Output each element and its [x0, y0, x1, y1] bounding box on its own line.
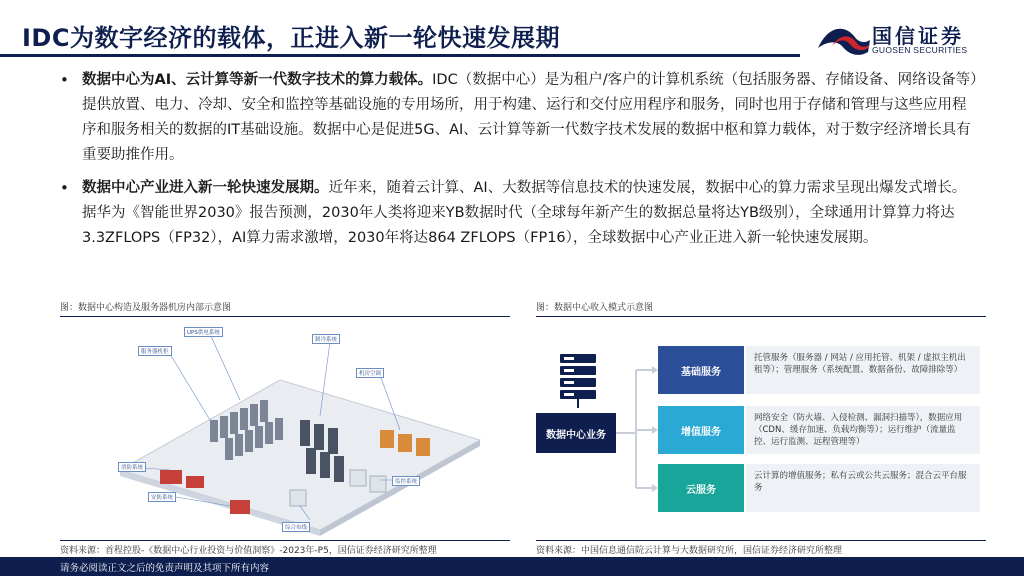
- label-ups-power: UPS供电系统: [184, 327, 223, 337]
- page-title: IDC为数字经济的载体，正进入新一轮快速发展期: [22, 24, 560, 52]
- label-cooling: 制冷系统: [312, 334, 340, 344]
- bullet-list: [60, 68, 980, 259]
- service-cloud: 云服务: [658, 464, 744, 512]
- bullet-dot: •: [60, 71, 69, 89]
- label-fire: 消防系统: [118, 462, 146, 472]
- server-stack-icon: [556, 352, 600, 408]
- label-cabling: 综合布线: [282, 522, 310, 532]
- service-basic: 基础服务: [658, 346, 744, 394]
- bullet-dot: •: [60, 179, 69, 197]
- bullet-heading: 数据中心为AI、云计算等新一代数字技术的算力载体。: [82, 72, 433, 88]
- label-monitor: 监控系统: [392, 476, 420, 486]
- right-source-rule: [536, 540, 986, 541]
- bullet-item: [60, 176, 980, 251]
- label-server-rack: 服务器机柜: [138, 346, 172, 356]
- right-figure-rule: [536, 316, 986, 317]
- left-figure-source: 资料来源：首程控股-《数据中心行业投资与价值洞察》-2023年-P5，国信证券经济研究所整理: [60, 546, 437, 556]
- bullet-text: 近年来，随着云计算、AI、大数据等信息技术的快速发展，数据中心的算力需求呈现出爆发式增长。据华为《智能世界2030》报告预测，2030年人类将迎来YB数据时代（全球每年新产生的数据总量将达YB级别），全球通用计算算力将达3.3ZFLOPS（FP32），AI算力需求激增，2030年将达864 ZFLOPS（FP16），全球数据中心产业正进入新一轮快速发展期。: [82, 180, 967, 246]
- bullet-text: IDC（数据中心）是为租户/客户的计算机系统（包括服务器、存储设备、网络设备等）提供放置、电力、冷却、安全和监控等基础设施的专用场所，用于构建、运行和交付应用程序和服务，同时也用于存储和管理与这些应用程序和服务相关的数据的IT基础设施。数据中心是促进5G、AI、云计算等新一代数字技术发展的数据中枢和算力载体，对于数字经济增长具有重要助推作用。: [82, 72, 978, 163]
- label-aircon: 机房空调: [356, 368, 384, 378]
- center-business-box: 数据中心业务: [536, 413, 616, 453]
- connector-lines: [616, 360, 660, 500]
- label-security: 安防系统: [148, 492, 176, 502]
- footer-disclaimer: 请务必阅读正文之后的免责声明及其项下所有内容: [60, 563, 270, 574]
- logo-name: 国信证券: [872, 24, 964, 48]
- bullet-heading: 数据中心产业进入新一轮快速发展期。: [82, 180, 329, 196]
- service-value-added: 增值服务: [658, 406, 744, 454]
- service-basic-desc: 托管服务（服务器 / 网站 / 应用托管、机架 / 虚拟主机出租等）；管理服务（系统配置、数据备份、故障排除等）: [746, 346, 980, 394]
- right-figure-caption: 图：数据中心收入模式示意图: [536, 303, 654, 313]
- bullet-item: [60, 68, 980, 168]
- left-figure-rule: [60, 316, 510, 317]
- data-center-illustration: [60, 320, 510, 540]
- service-value-added-desc: 网络安全（防火墙、入侵检测、漏洞扫描等），数据应用（CDN、缓存加速、负载均衡等）；运行维护（流量监控、运行监测、远程管理等）: [746, 406, 980, 454]
- right-figure-source: 资料来源：中国信息通信院云计算与大数据研究所，国信证券经济研究所整理: [536, 546, 843, 556]
- service-cloud-desc: 云计算的增值服务；私有云或公共云服务；混合云平台服务: [746, 464, 980, 512]
- left-figure-caption: 图：数据中心构造及服务器机房内部示意图: [60, 303, 232, 313]
- logo-subtitle: GUOSEN SECURITIES: [872, 45, 968, 55]
- title-rule: [0, 54, 800, 57]
- left-source-rule: [60, 540, 510, 541]
